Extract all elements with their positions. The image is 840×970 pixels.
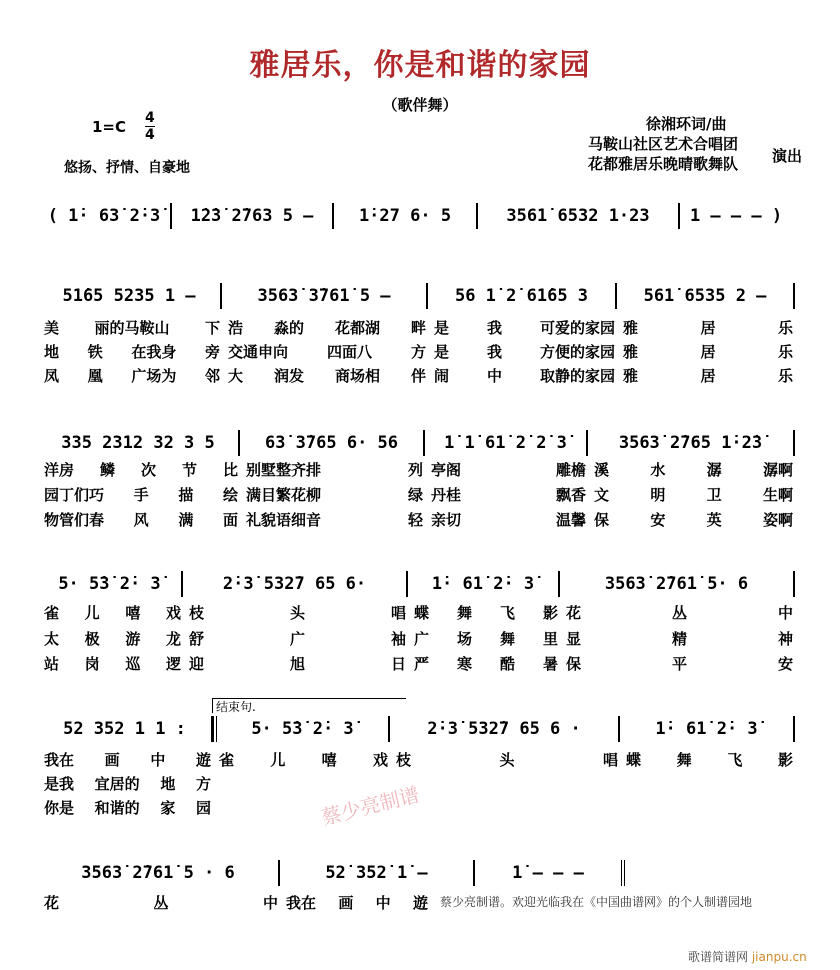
lyric-word: 是我 [44, 775, 75, 793]
lyric-segment [224, 341, 430, 362]
lyric-segment [282, 892, 432, 913]
lyric-segment [619, 365, 797, 386]
lyric-segment [590, 484, 797, 505]
lyric-segment [392, 797, 622, 818]
measure: ( 1̇· 63̇ 2̇·3̇ [38, 203, 172, 229]
lyric-word: 安 [650, 511, 666, 529]
lyric-word: 居 [700, 319, 716, 337]
lyric-word: 温馨 [555, 511, 586, 529]
lyric-segment [185, 602, 410, 623]
lyric-word: 满 [178, 511, 194, 529]
song-title: 雅居乐，你是和谐的家园 [249, 48, 591, 83]
lyric-word: 儿 [84, 604, 100, 622]
lyric-word: 取静的家园 [539, 367, 615, 385]
lyric-word: 商场相 [334, 367, 380, 385]
measure: 335 2312 32 3 5 [38, 430, 240, 456]
lyric-word: 保 [594, 511, 610, 529]
lyric-word: 中 [486, 367, 502, 385]
lyric-word: 列 [407, 461, 423, 479]
lyric-word: 亭阁 [431, 461, 462, 479]
measure: 1̇·27 6· 5 [334, 203, 478, 229]
lyric-word: 面 [222, 511, 238, 529]
lyric-word: 和谐的 [94, 799, 140, 817]
lyric-line [40, 317, 797, 338]
lyric-word: 枝 [189, 604, 205, 622]
lyric-segment [410, 653, 562, 674]
lyric-word: 卫 [706, 486, 722, 504]
measure: 1̇ – – – [475, 860, 625, 886]
lyric-word: 龙 [165, 630, 181, 648]
measure: 3563̇ 2̇761̇ 5 · 6 [38, 860, 280, 886]
lyric-segment [590, 509, 797, 530]
measure: 3563̇ 2̇761̇ 5· 6 [560, 571, 795, 597]
lyric-word: 戏 [372, 751, 388, 769]
lyric-segment [40, 341, 224, 362]
measure: 2̇·3̇ 532̇7 65 6· [183, 571, 408, 597]
lyric-word: 凤 [44, 367, 60, 385]
lyric-word: 唱 [390, 604, 406, 622]
measure: 1̇2̇3̇ 2̇763 5 – [172, 203, 334, 229]
lyric-word: 画 [104, 751, 120, 769]
lyric-word: 影 [542, 604, 558, 622]
key-signature: 1=C [92, 118, 127, 136]
lyric-word: 安 [777, 655, 793, 673]
lyric-line [40, 628, 797, 649]
lyric-segment [427, 459, 590, 480]
lyric-word: 丽的马鞍山 [94, 319, 170, 337]
lyric-segment [242, 459, 427, 480]
lyric-word: 飞 [499, 604, 515, 622]
measure: 52 352 1 1 : [38, 716, 213, 742]
lyric-word: 乐 [777, 343, 793, 361]
lyric-segment [242, 509, 427, 530]
lyric-word: 家 [160, 799, 176, 817]
lyric-word: 遊 [412, 894, 428, 912]
lyric-word: 手 [133, 486, 149, 504]
lyric-word: 舞 [456, 604, 472, 622]
footer-note: 蔡少亮制谱。欢迎光临我在《中国曲谱网》的个人制谱园地 [440, 895, 753, 909]
lyric-word: 雀 [44, 604, 60, 622]
measure: 56 1̇ 2̇ 61̇65 3 [428, 283, 617, 309]
lyric-word: 里 [542, 630, 558, 648]
lyric-word: 美 [44, 319, 60, 337]
lyric-segment [40, 602, 185, 623]
lyric-word: 暑 [542, 655, 558, 673]
lyric-word: 伴 [410, 367, 426, 385]
lyric-word: 旭 [289, 655, 305, 673]
site-logo[interactable] [688, 948, 807, 965]
lyric-word: 别墅整齐排 [246, 461, 322, 479]
lyric-word: 地 [44, 343, 60, 361]
lyric-word: 精 [671, 630, 687, 648]
measure: 1̇ 1̇ 61̇ 2̇ 2̇ 3̇ [425, 430, 588, 456]
lyric-word: 宜居的 [94, 775, 140, 793]
lyric-segment [40, 773, 215, 794]
lyric-word: 舞 [676, 751, 692, 769]
lyric-word: 巡 [125, 655, 141, 673]
lyric-line [40, 484, 797, 505]
lyric-word: 浩 [228, 319, 244, 337]
lyric-segment [40, 365, 224, 386]
composer: 徐湘环词/曲 [646, 115, 727, 133]
lyric-segment [430, 317, 619, 338]
lyric-word: 乐 [777, 319, 793, 337]
lyric-word: 润发 [273, 367, 304, 385]
lyric-word: 潺啊 [762, 461, 793, 479]
lyric-word: 中 [777, 604, 793, 622]
lyric-segment [430, 341, 619, 362]
lyric-segment [40, 317, 224, 338]
lyric-segment [40, 797, 215, 818]
lyric-segment [40, 892, 282, 913]
lyric-word: 洋房 [44, 461, 75, 479]
lyric-segment [224, 317, 430, 338]
lyric-word: 头 [499, 751, 515, 769]
lyric-word: 我 [486, 319, 502, 337]
lyric-word: 英 [706, 511, 722, 529]
lyric-word: 绿 [407, 486, 423, 504]
lyric-word: 广 [289, 630, 305, 648]
song-subtitle: （歌伴舞） [382, 96, 458, 114]
lyric-word: 在我身 [131, 343, 177, 361]
measure: 1 – – – ) [689, 206, 783, 226]
lyric-segment [215, 749, 392, 770]
lyric-word: 中 [375, 894, 391, 912]
measure: 2̇·3̇ 532̇7 65 6 · [390, 716, 620, 742]
lyric-word: 平 [671, 655, 687, 673]
lyric-line [40, 602, 797, 623]
lyric-word: 方 [195, 775, 211, 793]
lyric-segment [427, 484, 590, 505]
lyric-word: 园丁们巧 [44, 486, 105, 504]
lyric-word: 中 [150, 751, 166, 769]
lyric-segment [562, 628, 797, 649]
lyric-word: 闹 [434, 367, 450, 385]
lyric-segment [40, 509, 242, 530]
lyric-word: 枝 [396, 751, 412, 769]
lyric-word: 凰 [87, 367, 103, 385]
lyric-word: 潺 [706, 461, 722, 479]
lyric-word: 下 [204, 319, 220, 337]
lyric-line [40, 892, 472, 913]
notation-row [38, 860, 625, 886]
lyric-word: 满目繁花柳 [246, 486, 322, 504]
lyric-word: 四面八 [326, 343, 372, 361]
lyric-word: 神 [777, 630, 793, 648]
lyric-word: 寒 [456, 655, 472, 673]
lyric-word: 文 [594, 486, 610, 504]
lyric-word: 中 [262, 894, 278, 912]
lyric-word: 节 [181, 461, 197, 479]
lyric-segment [185, 628, 410, 649]
lyric-line [40, 509, 797, 530]
lyric-word: 日 [390, 655, 406, 673]
lyric-word: 头 [289, 604, 305, 622]
notation-row [38, 203, 792, 229]
lyric-word: 太 [44, 630, 60, 648]
measure: 52̇ 352̇ 1̇ – [280, 860, 475, 886]
measure: 5· 5̇3̇ 2̇· 3̇ [38, 571, 183, 597]
lyric-segment [410, 628, 562, 649]
lyric-line [40, 365, 797, 386]
lyric-line [40, 341, 797, 362]
lyric-word: 畔 [410, 319, 426, 337]
tempo-mood: 悠扬、抒情、自豪地 [64, 160, 190, 176]
lyric-word: 雀 [219, 751, 235, 769]
lyric-word: 绘 [222, 486, 238, 504]
lyric-segment [622, 749, 797, 770]
site-en: jianpu.cn [751, 950, 807, 964]
lyric-word: 水 [650, 461, 666, 479]
lyric-word: 严 [414, 655, 430, 673]
lyric-word: 戏 [165, 604, 181, 622]
lyric-word: 保 [566, 655, 582, 673]
lyric-word: 姿啊 [762, 511, 793, 529]
measure: 3563̇ 2̇765 1̇·2̇3̇ [588, 430, 795, 456]
lyric-line [40, 749, 797, 770]
lyric-word: 居 [700, 343, 716, 361]
performer-2: 花都雅居乐晚晴歌舞队 [588, 155, 739, 173]
measure: 3563̇ 3̇761̇ 5 – [222, 283, 428, 309]
lyric-segment [622, 797, 797, 818]
lyric-word: 交通申向 [228, 343, 289, 361]
lyric-word: 铁 [87, 343, 103, 361]
lyric-word: 比 [222, 461, 238, 479]
lyric-word: 我在 [44, 751, 75, 769]
lyric-word: 逻 [165, 655, 181, 673]
measure: 1̇· 61̇ 2̇· 3̇ [620, 716, 795, 742]
meter-bottom: 4 [145, 127, 155, 143]
lyric-word: 邻 [204, 367, 220, 385]
lyric-word: 遊 [195, 751, 211, 769]
lyric-word: 丛 [671, 604, 687, 622]
lyric-word: 雕檐 [555, 461, 586, 479]
lyric-line [40, 653, 797, 674]
lyric-word: 显 [566, 630, 582, 648]
lyric-segment [40, 749, 215, 770]
lyric-segment [562, 653, 797, 674]
lyric-segment [410, 602, 562, 623]
lyric-segment [40, 484, 242, 505]
credits [588, 114, 738, 174]
lyric-word: 生啊 [762, 486, 793, 504]
notation-row [38, 716, 795, 742]
lyric-segment [619, 317, 797, 338]
lyric-segment [619, 341, 797, 362]
lyric-segment [622, 773, 797, 794]
measure: 63̇ 3̇765 6· 56 [240, 430, 425, 456]
lyric-word: 丹桂 [431, 486, 462, 504]
lyric-word: 旁 [204, 343, 220, 361]
lyric-word: 雅 [623, 367, 639, 385]
lyric-word: 岗 [84, 655, 100, 673]
lyric-word: 极 [84, 630, 100, 648]
lyric-word: 蝶 [626, 751, 642, 769]
performed-label: 演出 [772, 147, 803, 165]
lyric-word: 园 [195, 799, 211, 817]
lyric-segment [590, 459, 797, 480]
lyric-word: 站 [44, 655, 60, 673]
lyric-word: 轻 [407, 511, 423, 529]
lyric-segment [40, 653, 185, 674]
lyric-word: 舒 [189, 630, 205, 648]
notation-row [38, 430, 795, 456]
lyric-segment [430, 365, 619, 386]
meter-top: 4 [145, 110, 155, 126]
measure: 5· 5̇3̇ 2̇· 3̇ [213, 716, 390, 742]
lyric-word: 淼的 [273, 319, 304, 337]
lyric-word: 明 [650, 486, 666, 504]
measure: 3561̇ 6532 1·23 [478, 203, 680, 229]
lyric-word: 雅 [623, 319, 639, 337]
notation-row [38, 571, 795, 597]
lyric-word: 乐 [777, 367, 793, 385]
measure: 1̇· 61̇ 2̇· 3̇ [408, 571, 560, 597]
lyric-word: 描 [178, 486, 194, 504]
lyric-word: 飞 [727, 751, 743, 769]
lyric-word: 游 [125, 630, 141, 648]
lyric-word: 物管们春 [44, 511, 105, 529]
site-cn: 歌谱简谱网 [688, 950, 749, 964]
lyric-word: 舞 [499, 630, 515, 648]
lyric-word: 广场为 [131, 367, 177, 385]
lyric-word: 花 [566, 604, 582, 622]
lyric-word: 酷 [499, 655, 515, 673]
lyric-word: 是 [434, 343, 450, 361]
lyric-line [40, 459, 797, 480]
lyric-word: 亲切 [431, 511, 462, 529]
lyric-segment [40, 628, 185, 649]
lyric-word: 唱 [602, 751, 618, 769]
lyric-word: 我在 [286, 894, 317, 912]
lyric-word: 我 [486, 343, 502, 361]
time-signature [145, 110, 155, 143]
lyric-word: 方便的家园 [539, 343, 615, 361]
lyric-word: 大 [228, 367, 244, 385]
lyric-word: 嘻 [125, 604, 141, 622]
lyric-word: 广 [414, 630, 430, 648]
lyric-word: 风 [133, 511, 149, 529]
lyric-segment [392, 773, 622, 794]
lyric-word: 画 [338, 894, 354, 912]
lyric-word: 次 [140, 461, 156, 479]
lyric-word: 儿 [270, 751, 286, 769]
lyric-word: 迎 [189, 655, 205, 673]
lyric-segment [392, 749, 622, 770]
performer-1: 马鞍山社区艺术合唱团 [588, 135, 739, 153]
lyric-word: 方 [410, 343, 426, 361]
lyric-segment [562, 602, 797, 623]
lyric-segment [224, 365, 430, 386]
lyric-line [40, 773, 797, 794]
lyric-word: 鳞 [99, 461, 115, 479]
lyric-word: 嘻 [321, 751, 337, 769]
measure: 51̇65 5235 1 – [38, 283, 222, 309]
lyric-word: 居 [700, 367, 716, 385]
watermark: 蔡少亮制谱 [318, 782, 422, 830]
lyric-word: 是 [434, 319, 450, 337]
lyric-word: 场 [456, 630, 472, 648]
lyric-word: 花 [44, 894, 60, 912]
notation-row [38, 283, 795, 309]
lyric-word: 丛 [153, 894, 169, 912]
lyric-segment [242, 484, 427, 505]
lyric-word: 礼貌语细音 [246, 511, 322, 529]
lyric-word: 你是 [44, 799, 75, 817]
lyric-word: 袖 [390, 630, 406, 648]
lyric-segment [185, 653, 410, 674]
lyric-word: 飘香 [555, 486, 586, 504]
measure: 561̇ 6535 2 – [617, 283, 795, 309]
lyric-segment [427, 509, 590, 530]
ending-bracket: 结束句. [212, 698, 406, 713]
lyric-word: 雅 [623, 343, 639, 361]
lyric-word: 蝶 [414, 604, 430, 622]
lyric-word: 可爱的家园 [539, 319, 615, 337]
lyric-word: 溪 [594, 461, 610, 479]
lyric-segment [40, 459, 242, 480]
lyric-word: 影 [777, 751, 793, 769]
lyric-word: 花都湖 [334, 319, 380, 337]
lyric-word: 地 [160, 775, 176, 793]
